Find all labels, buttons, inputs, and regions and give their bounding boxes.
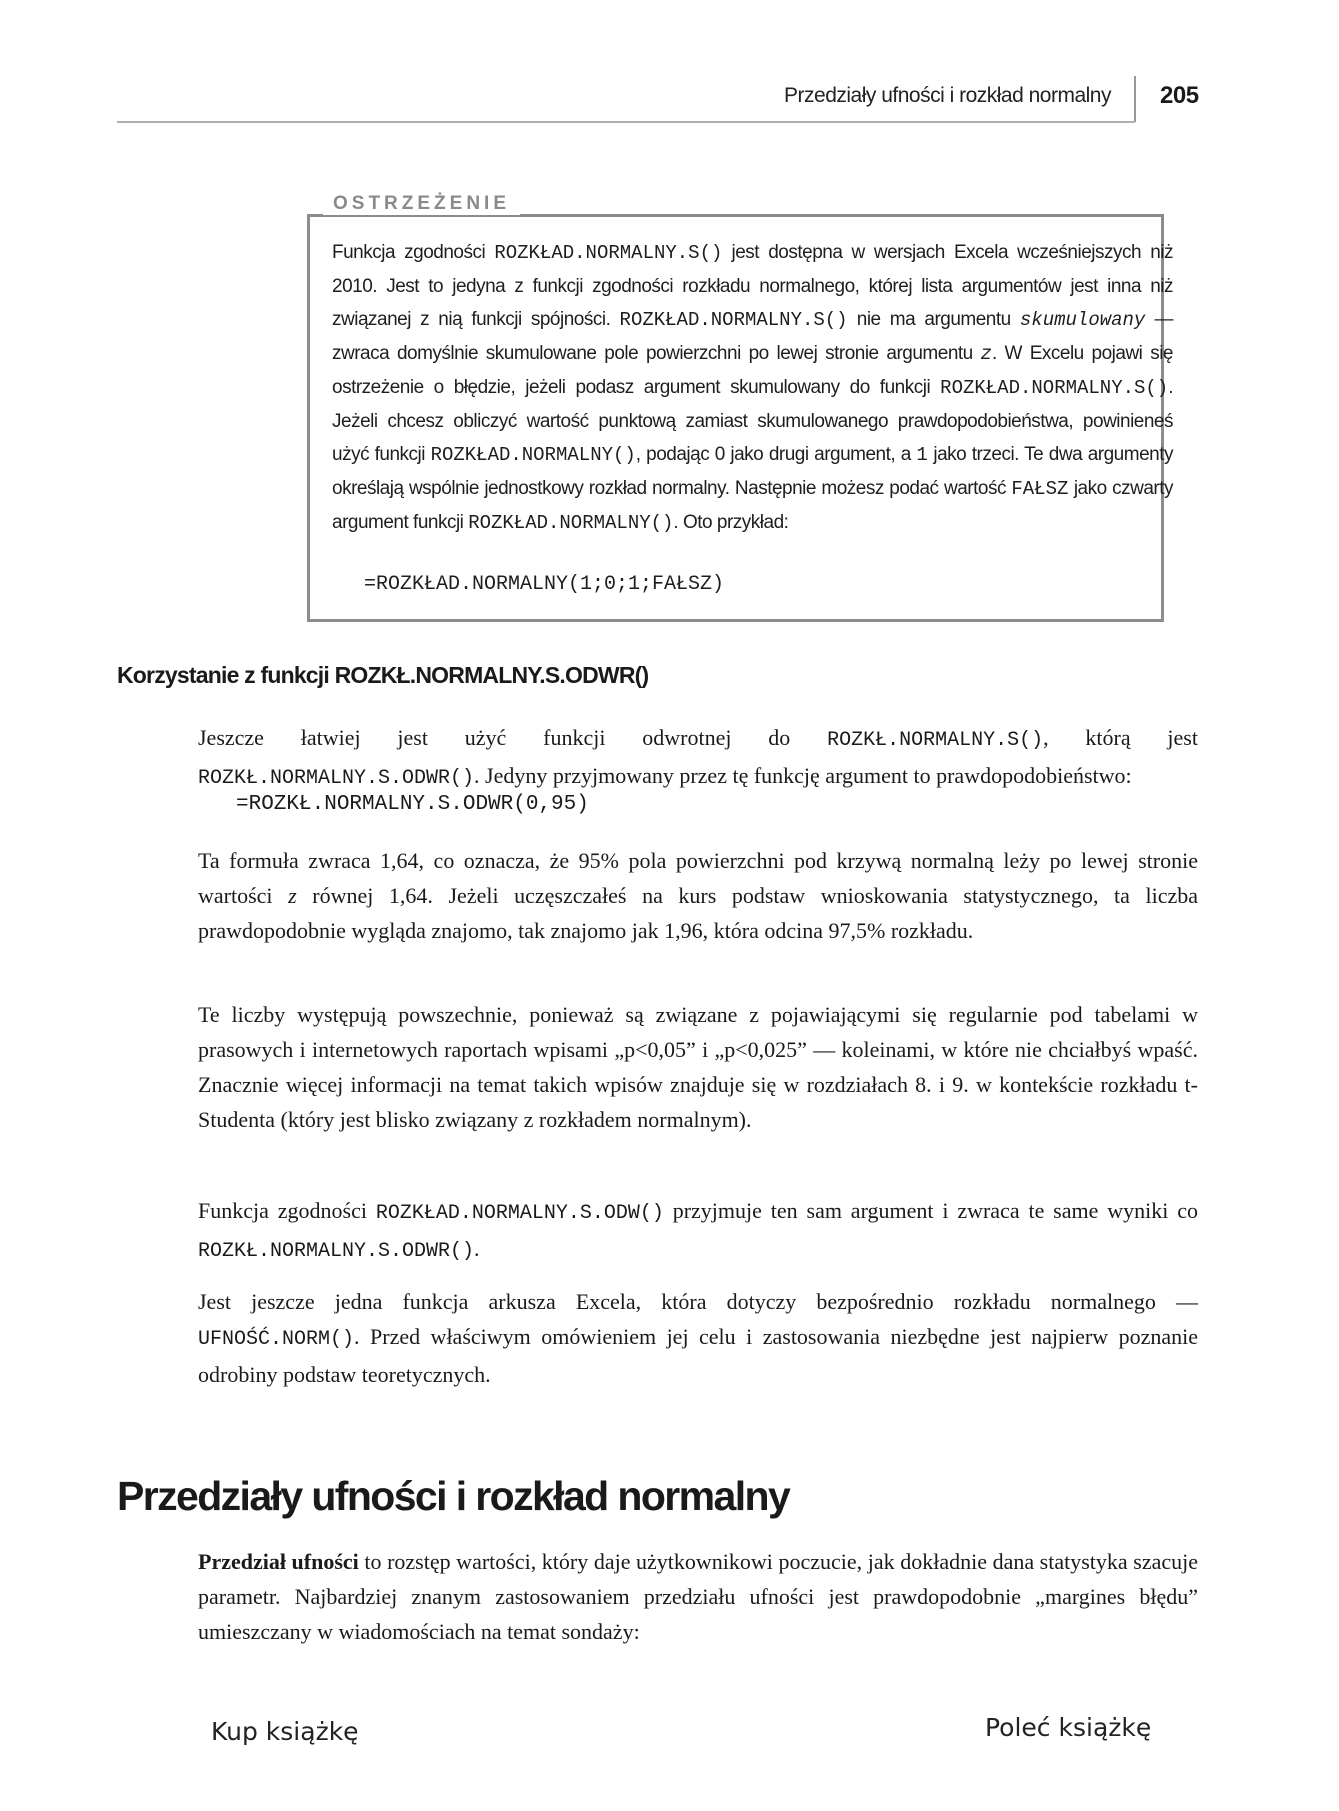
- inline-code: 1: [916, 444, 928, 466]
- inline-code: ROZKŁ.NORMALNY.S.ODWR(): [198, 1240, 475, 1263]
- inline-code: ROZKŁAD.NORMALNY(): [430, 444, 636, 466]
- buy-book-link[interactable]: Kup książkę: [211, 1717, 359, 1746]
- section-title: Przedziały ufności i rozkład normalny: [117, 1473, 790, 1519]
- warning-label: OSTRZEŻENIE: [323, 193, 520, 215]
- inline-code: ROZKŁAD.NORMALNY.S.ODW(): [375, 1202, 664, 1225]
- code-example: =ROZKŁ.NORMALNY.S.ODWR(0,95): [236, 793, 589, 816]
- inline-code: z: [980, 343, 992, 365]
- paragraph-1: Jeszcze łatwiej jest użyć funkcji odwrotnej do ROZKŁ.NORMALNY.S(), którą jest ROZKŁ.NORMALNY.S.ODWR(). Jedyny przyjmowany przez tę funkcję argument to prawdopodobieństwo:: [198, 725, 1198, 790]
- inline-code: ROZKŁAD.NORMALNY.S(): [940, 377, 1169, 399]
- inline-code: skumulowany: [1019, 309, 1146, 331]
- paragraph-6: Przedział ufności to rozstęp wartości, który daje użytkownikowi poczucie, jak dokładnie dana statystyka szacuje parametr. Najbardziej znanym zastosowaniem przedziału ufności jest prawdopodobnie „margines błędu” umieszczany w wiadomościach na temat sondaży:: [198, 1549, 1198, 1644]
- inline-code: FAŁSZ: [1011, 478, 1069, 500]
- inline-code: ROZKŁAD.NORMALNY(): [468, 512, 674, 534]
- running-header-title: Przedziały ufności i rozkład normalny: [784, 84, 1111, 107]
- header-divider: [1134, 76, 1136, 122]
- paragraph-5: Jest jeszcze jedna funkcja arkusza Excela, która dotyczy bezpośrednio rozkładu normalnego — UFNOŚĆ.NORM(). Przed właściwym omówieniem jej celu i zastosowania niezbędne jest najpierw poznanie odrobiny podstaw teoretycznych.: [198, 1289, 1198, 1387]
- header-rule: [117, 121, 1135, 123]
- paragraph-3: Te liczby występują powszechnie, ponieważ są związane z pojawiającymi się regularnie pod tabelami w prasowych i internetowych raportach wpisami „p<0,05” i „p<0,025” — koleinami, w które nie chciałbyś wpaść. Znacznie więcej informacji na temat takich wpisów znajduje się w rozdziałach 8. i 9. w kontekście rozkładu t-Studenta (który jest blisko związany z rozkładem normalnym).: [198, 1002, 1198, 1132]
- inline-code: ROZKŁAD.NORMALNY.S(): [494, 242, 723, 264]
- inline-code: ROZKŁAD.NORMALNY.S(): [619, 309, 848, 331]
- inline-code: UFNOŚĆ.NORM(): [198, 1328, 355, 1351]
- recommend-book-link[interactable]: Poleć książkę: [985, 1713, 1152, 1742]
- warning-text: Funkcja zgodności ROZKŁAD.NORMALNY.S() jest dostępna w wersjach Excela wcześniejszych niż 2010. Jest to jedyna z funkcji zgodności rozkładu normalnego, której lista argumentów jest inna niż związanej z nią funkcji spójności. ROZKŁAD.NORMALNY.S() nie ma argumentu skumulowany — zwraca domyślnie skumulowane pole powierzchni po lewej stronie argumentu z. W Excelu pojawi się ostrzeżenie o błędzie, jeżeli podasz argument skumulowany do funkcji ROZKŁAD.NORMALNY.S(). Jeżeli chcesz obliczyć wartość punktową zamiast skumulowanego prawdopodobieństwa, powinieneś użyć funkcji ROZKŁAD.NORMALNY(), podając 0 jako drugi argument, a 1 jako trzeci. Te dwa argumenty określają wspólnie jednostkowy rozkład normalny. Następnie możesz podać wartość FAŁSZ jako czwarty argument funkcji ROZKŁAD.NORMALNY(). Oto przykład:: [332, 242, 1174, 534]
- warning-code-example: =ROZKŁAD.NORMALNY(1;0;1;FAŁSZ): [364, 573, 725, 596]
- inline-code: ROZKŁ.NORMALNY.S(): [827, 729, 1044, 752]
- subsection-title: Korzystanie z funkcji ROZKŁ.NORMALNY.S.ODWR(): [117, 662, 649, 688]
- paragraph-4: Funkcja zgodności ROZKŁAD.NORMALNY.S.ODW() przyjmuje ten sam argument i zwraca te same wyniki co ROZKŁ.NORMALNY.S.ODWR().: [198, 1198, 1198, 1263]
- inline-code: ROZKŁ.NORMALNY.S.ODWR(): [198, 767, 475, 790]
- paragraph-2: Ta formuła zwraca 1,64, co oznacza, że 95% pola powierzchni pod krzywą normalną leży po lewej stronie wartości z równej 1,64. Jeżeli uczęszczałeś na kurs podstaw wnioskowania statystycznego, ta liczba prawdopodobnie wygląda znajomo, tak znajomo jak 1,96, która odcina 97,5% rozkładu.: [198, 848, 1198, 943]
- page-number: 205: [1160, 82, 1199, 109]
